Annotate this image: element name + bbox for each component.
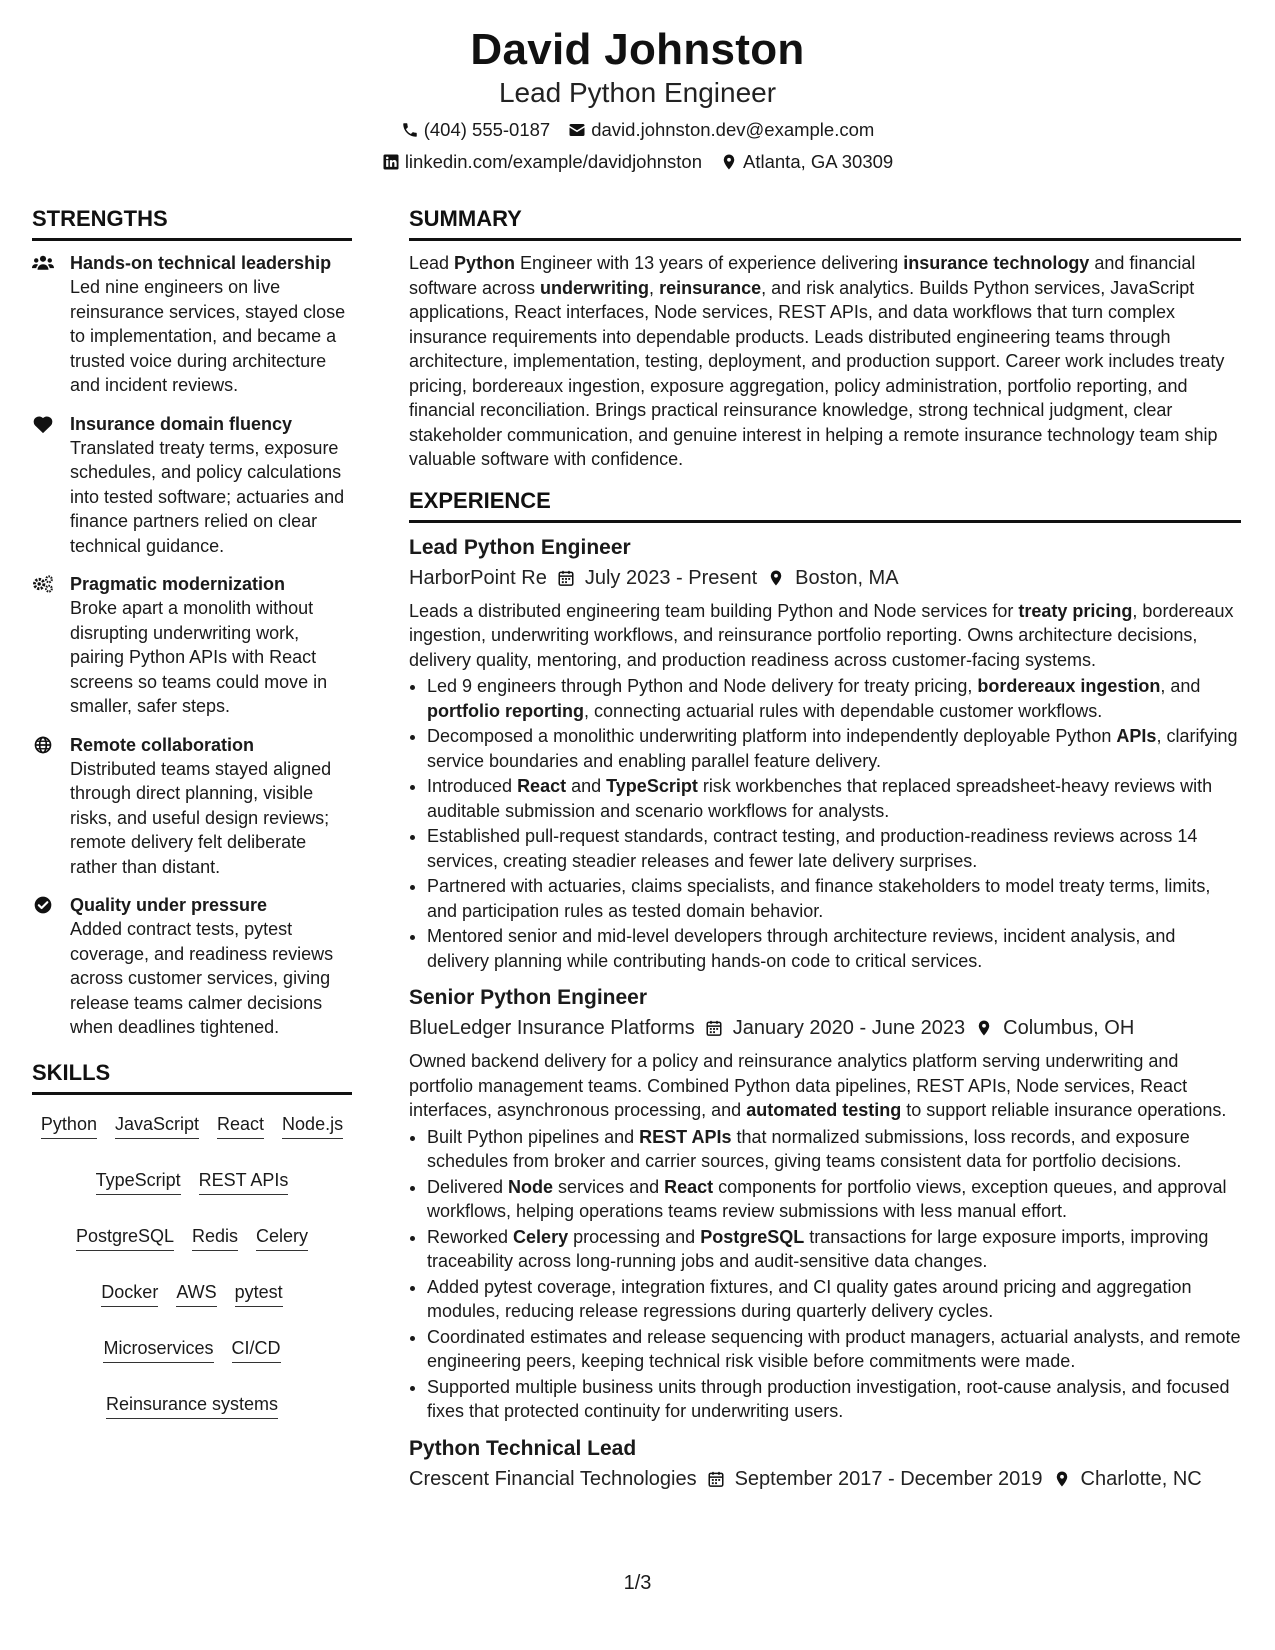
strength-item bbox=[32, 572, 352, 719]
summary-heading: SUMMARY bbox=[409, 204, 1241, 241]
bold-text: reinsurance bbox=[659, 277, 762, 298]
company-name: BlueLedger Insurance Platforms bbox=[409, 1017, 695, 1039]
strength-description: Translated treaty terms, exposure schedules, and policy calculations into tested software; actuaries and finance partners relied on clear technical guidance. bbox=[70, 437, 345, 556]
text-run: Added pytest coverage, integration fixtures, and CI quality gates around pricing and aggregation modules, reducing release regressions during quarterly delivery cycles. bbox=[427, 1276, 1192, 1321]
strength-description: Led nine engineers on live reinsurance services, stayed close to implementation, and became a trusted voice during architecture and incident reviews. bbox=[70, 277, 346, 395]
strength-title: Insurance domain fluency bbox=[70, 413, 293, 434]
phone-contact[interactable] bbox=[401, 118, 551, 142]
strength-title: Pragmatic modernization bbox=[70, 574, 286, 594]
skill-tag: Python bbox=[41, 1111, 97, 1139]
map-pin-icon bbox=[767, 569, 785, 587]
text-run: Reworked bbox=[427, 1226, 514, 1247]
skill-tag: Microservices bbox=[103, 1335, 213, 1363]
text-run: Coordinated estimates and release sequencing with product managers, actuarial analysts, and remote engineering peers, keeping technical risk visible before commitments were made. bbox=[427, 1326, 1241, 1371]
job-bullet bbox=[427, 924, 1241, 973]
bold-text: Python bbox=[454, 253, 516, 273]
job-bullet bbox=[427, 1225, 1241, 1274]
job-meta bbox=[409, 1464, 1241, 1494]
job-meta bbox=[409, 1013, 1241, 1043]
bold-text: portfolio reporting bbox=[427, 700, 584, 721]
phone-icon bbox=[401, 121, 419, 139]
job-title: Lead Python Engineer bbox=[409, 535, 631, 559]
text-run: Introduced bbox=[427, 776, 518, 796]
skill-tag: TypeScript bbox=[96, 1167, 181, 1195]
text-run: Lead bbox=[409, 253, 455, 273]
bold-text: Node bbox=[508, 1176, 554, 1197]
strength-title: Hands-on technical leadership bbox=[70, 253, 332, 273]
globe-icon bbox=[32, 733, 58, 880]
location-text: Atlanta, GA 30309 bbox=[743, 151, 894, 172]
contact-row-1 bbox=[0, 118, 1275, 142]
company-name: HarborPoint Re bbox=[409, 566, 547, 589]
strength-description: Broke apart a monolith without disrupting underwriting work, pairing Python APIs with React screens so teams could move in smaller, safer steps. bbox=[70, 598, 328, 716]
job-dates: September 2017 - December 2019 bbox=[734, 1467, 1043, 1490]
skill-tag: Celery bbox=[256, 1223, 308, 1251]
job-bullet bbox=[427, 724, 1241, 773]
job-dates: July 2023 - Present bbox=[584, 566, 758, 589]
job-location: Boston, MA bbox=[795, 566, 899, 589]
strength-body bbox=[70, 572, 352, 719]
contact-row-2 bbox=[0, 150, 1275, 174]
linkedin-contact[interactable] bbox=[382, 150, 702, 174]
text-run: Delivered bbox=[427, 1176, 509, 1197]
skill-tag: AWS bbox=[176, 1279, 216, 1307]
text-run: services and bbox=[553, 1176, 665, 1197]
text-run: that normalized submissions, loss records, and exposure schedules from broker and carrier sources, giving teams consistent data for portfolio decisions. bbox=[427, 1126, 1190, 1171]
strength-body bbox=[70, 733, 352, 880]
job-title: Senior Python Engineer bbox=[409, 986, 648, 1009]
calendar-icon bbox=[705, 1019, 723, 1037]
skill-tag: JavaScript bbox=[115, 1111, 199, 1139]
text-run: , connecting actuarial rules with dependable customer workflows. bbox=[583, 700, 1103, 721]
bold-text: treaty pricing bbox=[1018, 600, 1133, 621]
text-run: , clarifying service boundaries and enabling parallel feature delivery. bbox=[427, 726, 1238, 771]
job-meta bbox=[409, 563, 1241, 593]
text-run: Decomposed a monolithic underwriting platform into independently deployable Python bbox=[427, 726, 1117, 746]
summary-text bbox=[409, 251, 1241, 472]
job-bullet bbox=[427, 1175, 1241, 1224]
bold-text: underwriting bbox=[540, 277, 650, 298]
skill-tag: React bbox=[217, 1111, 264, 1139]
map-pin-icon bbox=[975, 1019, 993, 1037]
experience-heading: EXPERIENCE bbox=[409, 486, 1241, 523]
strength-title: Remote collaboration bbox=[70, 734, 255, 755]
job-description bbox=[409, 599, 1241, 673]
email-contact[interactable] bbox=[568, 118, 874, 142]
phone-text: (404) 555-0187 bbox=[423, 119, 551, 140]
candidate-role: Lead Python Engineer bbox=[498, 77, 777, 108]
skill-tag: REST APIs bbox=[199, 1167, 289, 1195]
text-run: , and risk analytics. Builds Python services, JavaScript applications, React interfaces, Node services, REST APIs, and data workflows that turn complex insurance requirements into dependable products. Leads distributed engineering teams through architecture, implementation, testing, deployment, and production support. Career work includes treaty pricing, bordereaux ingestion, exposure aggregation, policy administration, portfolio reporting, and financial reconciliation. Brings practical reinsurance knowledge, strong technical judgment, clear stakeholder communication, and genuine interest in helping a remote insurance technology team ship valuable software with confidence. bbox=[409, 277, 1225, 469]
calendar-icon bbox=[557, 569, 575, 587]
location-contact bbox=[720, 150, 893, 174]
text-run: Established pull-request standards, contract testing, and production-readiness reviews across 14 services, creating steadier releases and fewer late delivery surprises. bbox=[427, 826, 1198, 871]
job-bullet bbox=[427, 674, 1241, 723]
strength-description: Added contract tests, pytest coverage, and readiness reviews across customer services, giving release teams calmer decisions when deadlines tightened. bbox=[70, 919, 334, 1037]
text-run: , bordereaux ingestion, underwriting workflows, and reinsurance portfolio reporting. Owns architecture decisions, delivery quality, mentoring, and production readiness across customer-facing systems. bbox=[409, 600, 1234, 670]
bold-text: TypeScript bbox=[606, 776, 698, 796]
bold-text: APIs bbox=[1116, 726, 1157, 746]
bold-text: insurance technology bbox=[903, 253, 1090, 273]
job-description bbox=[409, 1049, 1241, 1123]
skill-tag: pytest bbox=[235, 1279, 283, 1307]
text-run: Led 9 engineers through Python and Node delivery for treaty pricing, bbox=[427, 676, 978, 696]
text-run: transactions for large exposure imports, improving traceability across long-running jobs and audit-sensitive data changes. bbox=[427, 1226, 1209, 1271]
job-title: Python Technical Lead bbox=[409, 1436, 637, 1460]
strength-item bbox=[32, 251, 352, 398]
text-run: risk workbenches that replaced spreadsheet-heavy reviews with auditable submission and scenario workflows for analysts. bbox=[427, 776, 1213, 821]
text-run: Owned backend delivery for a policy and reinsurance analytics platform serving underwriting and portfolio management teams. Combined Python data pipelines, REST APIs, Node services, React interfaces, asynchronous processing, and bbox=[409, 1051, 1188, 1120]
skill-tag: Reinsurance systems bbox=[106, 1391, 278, 1419]
text-run: Built Python pipelines and bbox=[427, 1126, 640, 1147]
map-pin-icon bbox=[1053, 1470, 1071, 1488]
text-run: components for portfolio views, exception queues, and approval workflows, helping operations teams review submissions with less manual effort. bbox=[427, 1176, 1227, 1221]
bold-text: bordereaux ingestion bbox=[977, 676, 1161, 696]
skill-tag: Node.js bbox=[282, 1111, 343, 1139]
calendar-icon bbox=[707, 1470, 725, 1488]
skill-tag: CI/CD bbox=[232, 1335, 281, 1363]
job-bullet bbox=[427, 774, 1241, 823]
strength-body bbox=[70, 893, 352, 1040]
job-entry bbox=[409, 983, 1241, 1424]
job-bullets bbox=[409, 674, 1241, 973]
text-run: Leads a distributed engineering team building Python and Node services for bbox=[409, 600, 1019, 621]
strength-item bbox=[32, 893, 352, 1040]
bold-text: React bbox=[664, 1176, 714, 1197]
strength-item bbox=[32, 733, 352, 880]
job-bullet bbox=[427, 1325, 1241, 1374]
text-run: Mentored senior and mid-level developers through architecture reviews, incident analysis, and delivery planning while contributing hands-on code to critical services. bbox=[427, 926, 1176, 971]
strength-item bbox=[32, 412, 352, 559]
strengths-heading: STRENGTHS bbox=[32, 204, 352, 241]
strengths-list bbox=[32, 251, 352, 1040]
bold-text: PostgreSQL bbox=[700, 1226, 805, 1247]
experience-list bbox=[409, 533, 1241, 1494]
skill-tag: PostgreSQL bbox=[76, 1223, 174, 1251]
strength-body bbox=[70, 412, 352, 559]
job-bullets bbox=[409, 1125, 1241, 1424]
page-number: 1/3 bbox=[623, 1572, 652, 1594]
text-run: and financial software across bbox=[409, 253, 1196, 298]
text-run: Supported multiple business units through production investigation, root-cause analysis, and focused fixes that protected continuity for underwriting users. bbox=[427, 1376, 1230, 1421]
text-run: and bbox=[566, 776, 607, 796]
job-bullet bbox=[427, 1275, 1241, 1324]
map-pin-icon bbox=[720, 153, 738, 171]
skills-list bbox=[32, 1105, 352, 1419]
job-bullet bbox=[427, 824, 1241, 873]
strength-description: Distributed teams stayed aligned through direct planning, visible risks, and useful design reviews; remote delivery felt deliberate rather than distant. bbox=[70, 758, 332, 877]
text-run: , bbox=[649, 277, 660, 298]
left-column bbox=[32, 204, 352, 1419]
text-run: Partnered with actuaries, claims specialists, and finance stakeholders to model treaty terms, limits, and participation rules as tested domain behavior. bbox=[427, 876, 1211, 921]
heart-icon bbox=[32, 412, 58, 559]
job-location: Columbus, OH bbox=[1003, 1017, 1135, 1039]
candidate-name: David Johnston bbox=[470, 25, 805, 74]
linkedin-text: linkedin.com/example/davidjohnston bbox=[404, 151, 703, 172]
job-bullet bbox=[427, 1125, 1241, 1174]
email-text: david.johnston.dev@example.com bbox=[591, 119, 875, 140]
bold-text: React bbox=[517, 776, 567, 796]
skills-heading: SKILLS bbox=[32, 1058, 352, 1095]
job-bullet bbox=[427, 874, 1241, 923]
job-dates: January 2020 - June 2023 bbox=[732, 1017, 966, 1039]
skill-tag: Redis bbox=[192, 1223, 238, 1251]
bold-text: Celery bbox=[513, 1226, 569, 1247]
text-run: processing and bbox=[568, 1226, 701, 1247]
check-circle-icon bbox=[32, 893, 58, 1040]
company-name: Crescent Financial Technologies bbox=[409, 1467, 697, 1490]
job-location: Charlotte, NC bbox=[1080, 1467, 1202, 1490]
resume-header bbox=[0, 22, 1275, 174]
right-column bbox=[409, 204, 1241, 1500]
linkedin-icon bbox=[382, 153, 400, 171]
bold-text: REST APIs bbox=[639, 1126, 732, 1147]
text-run: , and bbox=[1160, 676, 1201, 696]
job-entry bbox=[409, 1434, 1241, 1494]
envelope-icon bbox=[568, 121, 586, 139]
users-icon bbox=[32, 251, 58, 398]
job-bullet bbox=[427, 1375, 1241, 1424]
strength-title: Quality under pressure bbox=[70, 895, 268, 915]
skill-tag: Docker bbox=[101, 1279, 158, 1307]
bold-text: automated testing bbox=[746, 1100, 902, 1120]
strength-body bbox=[70, 251, 352, 398]
text-run: to support reliable insurance operations. bbox=[901, 1100, 1227, 1120]
gears-icon bbox=[32, 572, 58, 719]
text-run: Engineer with 13 years of experience delivering bbox=[515, 253, 904, 273]
job-entry bbox=[409, 533, 1241, 974]
